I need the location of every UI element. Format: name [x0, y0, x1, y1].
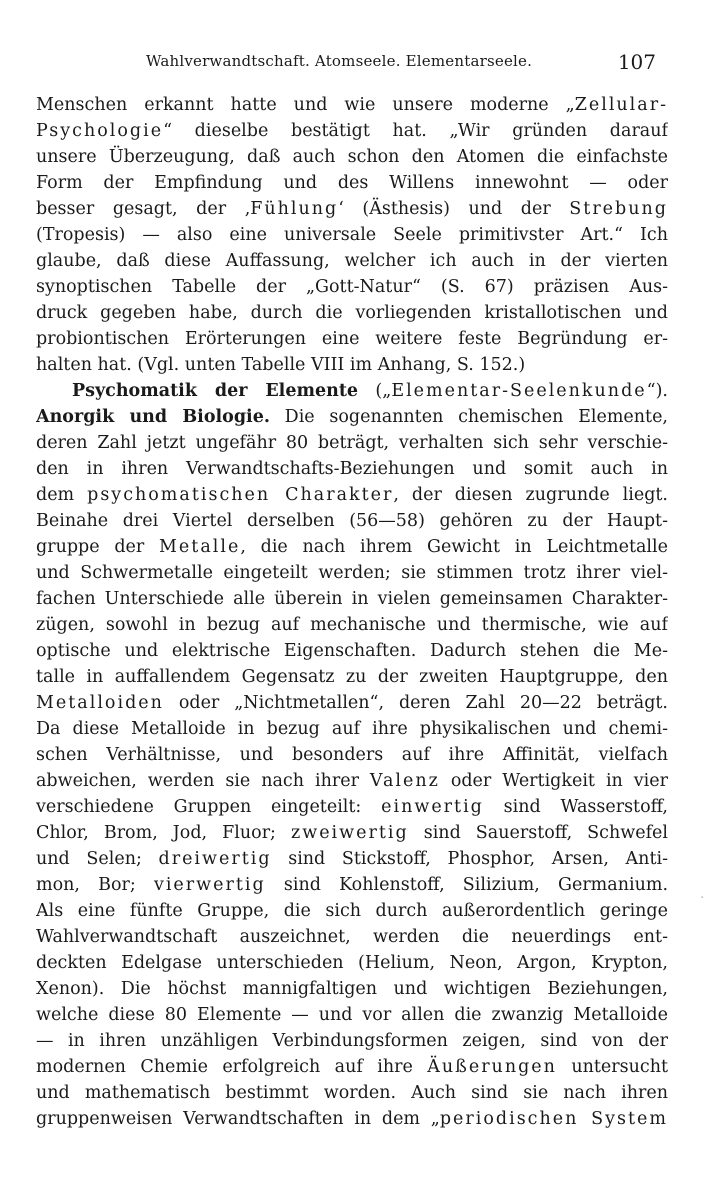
text-segment: welche diese 80 Elemente — und vor allen die zwanzig Metalloide [36, 1005, 668, 1025]
text-segment: deckten Edelgase unterschieden (Helium, Neon, Argon, Krypton, [36, 953, 668, 973]
text-line [36, 1002, 668, 1028]
text-line [36, 742, 668, 768]
text-segment: sind Sauerstoff, Schwefel [408, 823, 668, 843]
text-segment: Da diese Metalloide in bezug auf ihre physikalischen und chemi- [36, 719, 668, 739]
text-segment: oder Wertigkeit in vier [439, 771, 668, 791]
text-line [36, 846, 668, 872]
spaced-emphasis-text: vierwertig [153, 875, 266, 895]
text-segment: fachen Unterschiede alle überein in vielen gemeinsamen Charakter- [36, 589, 668, 609]
spaced-emphasis-text: periodischen System [439, 1109, 668, 1129]
text-segment: deren Zahl jetzt ungefähr 80 beträgt, verhalten sich sehr verschie- [36, 433, 668, 453]
text-line [36, 768, 668, 794]
text-line [36, 1080, 668, 1106]
text-segment: schen Verhältnisse, und besonders auf ihre Affinität, vielfach [36, 745, 668, 765]
running-title: Wahlverwandtschaft. Atomseele. Elementarseele. [146, 52, 533, 70]
text-segment: den in ihren Verwandtschafts-Beziehungen und somit auch in [36, 459, 668, 479]
spaced-emphasis-text: Valenz [369, 771, 440, 791]
text-segment: probiontischen Erörterungen eine weitere feste Begründung er- [36, 329, 668, 349]
text-line [36, 248, 668, 274]
running-head [36, 50, 666, 80]
text-segment: sind Wasserstoff, [483, 797, 668, 817]
text-segment: dem [36, 485, 88, 505]
text-segment: und Selen; [36, 849, 159, 869]
body-text [36, 92, 668, 1132]
text-segment: untersucht [556, 1057, 668, 1077]
spaced-emphasis-text: Elementar-Seelenkunde [391, 381, 647, 401]
text-line [36, 1106, 668, 1132]
spaced-emphasis-text: einwertig [381, 797, 484, 817]
text-line [36, 1054, 668, 1080]
spaced-emphasis-text: Zellular- [574, 95, 668, 115]
text-segment: , die nach ihrem Gewicht in Leichtmetalle [240, 537, 668, 557]
text-segment: Beinahe drei Viertel derselben (56—58) gehören zu der Haupt- [36, 511, 668, 531]
text-segment: Chlor, Brom, Jod, Fluor; [36, 823, 291, 843]
text-line [36, 404, 668, 430]
text-line [36, 118, 668, 144]
text-segment: (Tropesis) — also eine universale Seele primitivster Art.“ Ich [36, 225, 668, 245]
text-segment: Wahlverwandtschaft auszeichnet, werden die neuerdings ent- [36, 927, 668, 947]
text-line [36, 508, 668, 534]
text-line [36, 482, 668, 508]
text-segment: unsere Überzeugung, daß auch schon den Atomen die einfachste [36, 147, 668, 167]
text-line [36, 924, 668, 950]
text-segment: mon, Bor; [36, 875, 154, 895]
text-segment: glaube, daß diese Auffassung, welcher ich auch in der vierten [36, 251, 668, 271]
text-segment: optische und elektrische Eigenschaften. Dadurch stehen die Me- [36, 641, 668, 661]
text-line [36, 950, 668, 976]
text-segment: sind Kohlenstoff, Silizium, Germanium. [265, 875, 668, 895]
text-segment: “ dieselbe bestätigt hat. „Wir gründen darauf [163, 121, 668, 141]
text-segment: verschiedene Gruppen eingeteilt: [36, 797, 382, 817]
spaced-emphasis-text: Psychologie [36, 121, 164, 141]
spaced-emphasis-text: Äußerungen [427, 1057, 557, 1077]
text-line [36, 196, 668, 222]
paper-speck-mark: · [700, 890, 705, 906]
spaced-emphasis-text: psychomatischen Charakter [87, 485, 394, 505]
text-segment: Die sogenannten chemischen Elemente, [269, 407, 668, 427]
text-line [36, 378, 668, 404]
text-segment: halten hat. (Vgl. unten Tabelle VIII im Anhang, S. 152.) [36, 355, 526, 375]
spaced-emphasis-text: Metalle [159, 537, 241, 557]
text-segment: abweichen, werden sie nach ihrer [36, 771, 370, 791]
text-line [36, 352, 668, 378]
text-segment: und Schwermetalle eingeteilt werden; sie stimmen trotz ihrer viel- [36, 563, 668, 583]
text-line [36, 612, 668, 638]
text-segment: gruppe der [36, 537, 160, 557]
text-segment: synoptischen Tabelle der „Gott-Natur“ (S. 67) präzisen Aus- [36, 277, 668, 297]
text-line [36, 170, 668, 196]
text-segment: besser gesagt, der ‚ [36, 199, 251, 219]
text-line [36, 92, 668, 118]
text-line [36, 274, 668, 300]
text-line [36, 222, 668, 248]
text-line [36, 872, 668, 898]
text-line [36, 976, 668, 1002]
page-number: 107 [617, 50, 656, 74]
text-segment: “). [646, 381, 668, 401]
bold-heading-text: Psychomatik der Elemente [72, 381, 359, 401]
text-segment: , der diesen zugrunde liegt. [393, 485, 668, 505]
text-line [36, 300, 668, 326]
text-line [36, 690, 668, 716]
text-line [36, 456, 668, 482]
text-segment: ‘ (Ästhesis) und der [338, 199, 570, 219]
text-segment: Als eine fünfte Gruppe, die sich durch außerordentlich geringe [36, 901, 668, 921]
text-line [36, 586, 668, 612]
spaced-emphasis-text: Metalloiden [36, 693, 164, 713]
text-segment: Menschen erkannt hatte und wie unsere moderne „ [36, 95, 575, 115]
text-line [36, 534, 668, 560]
spaced-emphasis-text: zweiwertig [291, 823, 409, 843]
text-segment: („ [358, 381, 392, 401]
spaced-emphasis-text: dreiwertig [158, 849, 272, 869]
spaced-emphasis-text: Strebung [569, 199, 668, 219]
text-segment: Xenon). Die höchst mannigfaltigen und wichtigen Beziehungen, [36, 979, 668, 999]
spaced-emphasis-text: Fühlung [250, 199, 339, 219]
text-line [36, 664, 668, 690]
text-line [36, 638, 668, 664]
text-segment: druck gegeben habe, durch die vorliegenden kristallotischen und [36, 303, 668, 323]
text-line [36, 820, 668, 846]
text-segment: sind Stickstoff, Phosphor, Arsen, Anti- [271, 849, 668, 869]
text-segment: talle in auffallendem Gegensatz zu der zweiten Hauptgruppe, den [36, 667, 668, 687]
text-line [36, 560, 668, 586]
text-segment: — in ihren unzähligen Verbindungsformen zeigen, sind von der [36, 1031, 668, 1051]
text-line [36, 144, 668, 170]
text-line [36, 716, 668, 742]
text-line [36, 1028, 668, 1054]
text-segment: und mathematisch bestimmt worden. Auch sind sie nach ihren [36, 1083, 668, 1103]
text-segment: modernen Chemie erfolgreich auf ihre [36, 1057, 428, 1077]
text-segment: gruppenweisen Verwandtschaften in dem „ [36, 1109, 440, 1129]
text-segment: Form der Empfindung und des Willens innewohnt — oder [36, 173, 668, 193]
text-line [36, 430, 668, 456]
text-segment: zügen, sowohl in bezug auf mechanische und thermische, wie auf [36, 615, 668, 635]
text-line [36, 794, 668, 820]
text-segment: oder „Nichtmetallen“, deren Zahl 20—22 beträgt. [163, 693, 668, 713]
bold-heading-text: Anorgik und Biologie. [36, 407, 270, 427]
text-line [36, 326, 668, 352]
text-line [36, 898, 668, 924]
